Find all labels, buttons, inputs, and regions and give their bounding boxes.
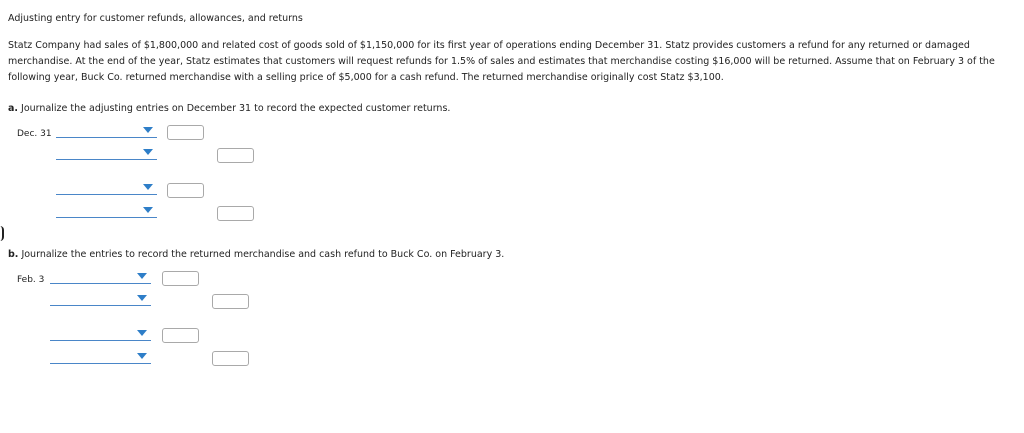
chevron-down-icon — [143, 149, 153, 155]
part-a-row-1-debit-input[interactable] — [167, 125, 204, 140]
problem-statement — [8, 38, 1012, 86]
part-b-instruction — [8, 249, 504, 260]
part-b-row-2-account-select[interactable] — [50, 293, 151, 306]
part-a-instruction — [8, 103, 450, 114]
part-b-row-2-credit-input[interactable] — [212, 294, 249, 309]
part-b-text: Journalize the entries to record the returned merchandise and cash refund to Buck Co. on February 3. — [18, 249, 505, 260]
part-a-row-3-account-select[interactable] — [56, 182, 157, 195]
part-a-row-1-account-select[interactable] — [56, 125, 157, 138]
chevron-down-icon — [137, 273, 147, 279]
part-a-row-4-account-select[interactable] — [56, 205, 157, 218]
part-b-row-1-account-select[interactable] — [50, 271, 151, 284]
chevron-down-icon — [137, 353, 147, 359]
problem-line-1: Statz Company had sales of $1,800,000 and related cost of goods sold of $1,150,000 for its first year of operations ending December 31. Statz provides customers a refund for any returned or damaged — [8, 40, 970, 51]
part-b-row-3-debit-input[interactable] — [162, 328, 199, 343]
chevron-down-icon — [143, 184, 153, 190]
part-b-letter: b. — [8, 249, 19, 260]
chevron-down-icon — [143, 127, 153, 133]
chevron-down-icon — [137, 295, 147, 301]
page-title: Adjusting entry for customer refunds, allowances, and returns — [8, 13, 303, 24]
part-b-date: Feb. 3 — [17, 275, 45, 285]
part-a-row-3-debit-input[interactable] — [167, 183, 204, 198]
part-a-date: Dec. 31 — [17, 129, 52, 139]
part-b-row-1-debit-input[interactable] — [162, 271, 199, 286]
section-divider-mark — [0, 226, 4, 241]
problem-line-2: merchandise. At the end of the year, Statz estimates that customers will request refunds for 1.5% of sales and estimates that merchandise costing $16,000 will be returned. Assume that on February 3 of the — [8, 56, 995, 67]
chevron-down-icon — [137, 330, 147, 336]
part-a-row-2-credit-input[interactable] — [217, 148, 254, 163]
part-a-letter: a. — [8, 103, 19, 114]
part-a-text: Journalize the adjusting entries on December 31 to record the expected customer returns. — [18, 103, 451, 114]
part-b-row-4-account-select[interactable] — [50, 351, 151, 364]
part-b-row-4-credit-input[interactable] — [212, 351, 249, 366]
part-a-row-2-account-select[interactable] — [56, 147, 157, 160]
part-b-row-3-account-select[interactable] — [50, 328, 151, 341]
chevron-down-icon — [143, 207, 153, 213]
problem-line-3: following year, Buck Co. returned merchandise with a selling price of $5,000 for a cash refund. The returned merchandise originally cost Statz $3,100. — [8, 72, 724, 83]
part-a-row-4-credit-input[interactable] — [217, 206, 254, 221]
